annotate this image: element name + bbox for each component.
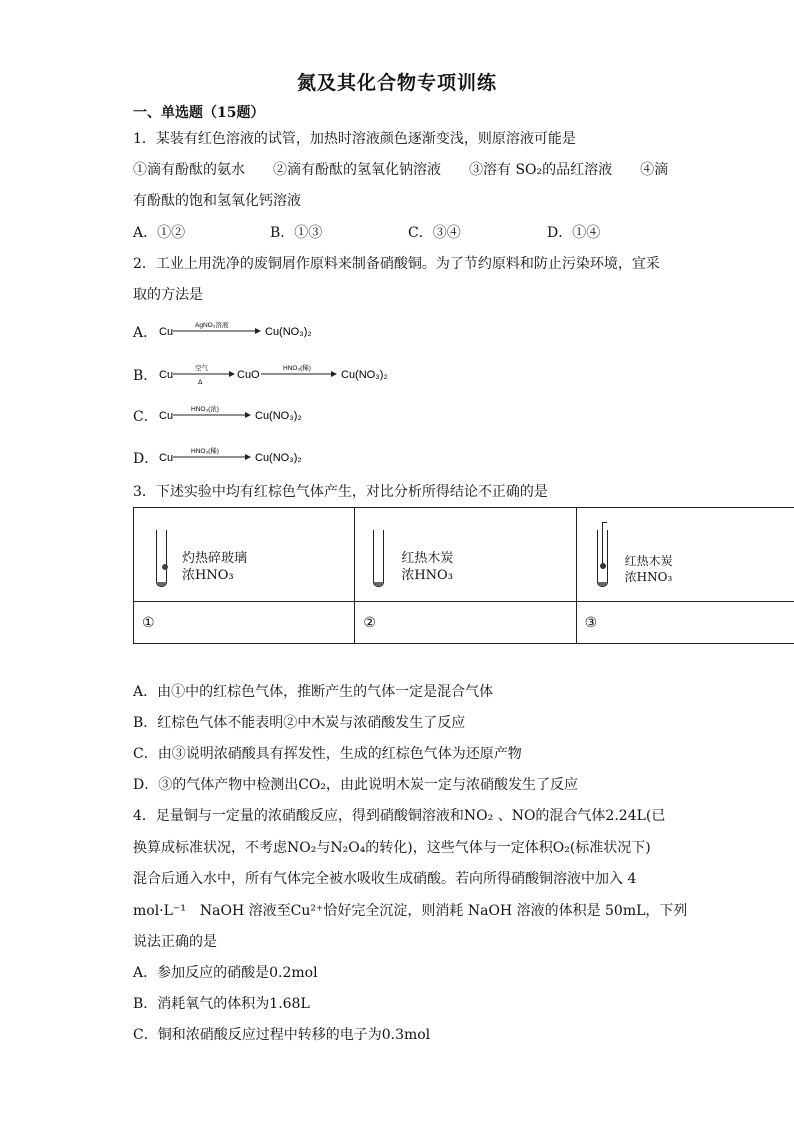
q4-stem-line4: mol·L⁻¹ NaOH 溶液至Cu²⁺恰好完全沉淀，则消耗 NaOH 溶液的体积是 50mL，下列 — [133, 903, 688, 919]
q1-option-c[interactable]: C．③④ — [408, 225, 461, 241]
q2-stem-cont: 取的方法是 — [133, 287, 203, 303]
arrow-head — [331, 371, 337, 377]
q4-option-b[interactable]: B．消耗氧气的体积为1.68L — [133, 996, 310, 1012]
q4-stem-line5: 说法正确的是 — [133, 934, 217, 950]
reactant: Cu — [159, 326, 174, 338]
option-label: C． — [133, 409, 158, 425]
glass-fragment-icon — [162, 564, 168, 570]
product: Cu(NO₃)₂ — [255, 452, 302, 464]
product: Cu(NO₃)₂ — [255, 410, 302, 422]
arrow-head — [245, 454, 251, 460]
arrow-head — [255, 328, 261, 334]
q1-option-d[interactable]: D．①④ — [547, 225, 601, 241]
charcoal-icon — [600, 563, 606, 569]
reaction-equation — [155, 361, 435, 387]
experiment-number-2: ② — [355, 602, 576, 644]
q4-option-c[interactable]: C．铜和浓硝酸反应过程中转移的电子为0.3mol — [133, 1027, 431, 1043]
q3-option-d[interactable]: D．③的气体产物中检测出CO₂，由此说明木炭一定与浓硝酸发生了反应 — [133, 777, 579, 793]
experiment-figure-2 — [355, 508, 576, 602]
q4-stem-line2: 换算成标准状况，不考虑NO₂与N₂O₄的转化)，这些气体与一定体积O₂(标准状况下) — [133, 840, 651, 856]
test-tube-icon — [156, 530, 167, 587]
reaction-condition: AgNO₃溶液 — [195, 322, 229, 329]
reactant: Cu — [159, 410, 174, 422]
q2-stem: 2．工业上用洗净的废铜屑作原料来制备硝酸铜。为了节约原料和防止污染环境，宜采 — [133, 256, 660, 272]
q3-stem: 3．下述实验中均有红棕色气体产生，对比分析所得结论不正确的是 — [133, 484, 548, 500]
option-label: D． — [133, 451, 159, 467]
reaction-condition: HNO₃(稀) — [191, 448, 219, 455]
experiment-number-3: ③ — [576, 602, 794, 644]
section-heading: 一、单选题（15题） — [133, 105, 265, 121]
product: Cu(NO₃)₂ — [265, 326, 312, 338]
reaction-condition: 空气 — [195, 365, 208, 372]
product: Cu(NO₃)₂ — [341, 369, 388, 381]
reaction-equation — [155, 318, 415, 344]
q4-option-a[interactable]: A．参加反应的硝酸是0.2mol — [133, 965, 318, 981]
figure-label: 灼热碎玻璃 — [182, 551, 248, 566]
figure-label: 红热木炭 — [624, 554, 673, 568]
reaction-equation — [155, 402, 355, 428]
q4-stem: 4．足量铜与一定量的浓硝酸反应，得到硝酸铜溶液和NO₂ 、NO的混合气体2.24L(已 — [133, 808, 666, 824]
option-label: B． — [133, 368, 158, 384]
test-tube-icon — [373, 530, 384, 587]
reactant: Cu — [159, 452, 174, 464]
reaction-equation — [155, 444, 355, 470]
reaction-condition: HNO₃(稀) — [283, 365, 311, 372]
figure-label-acid: 浓HNO₃ — [624, 570, 673, 584]
q3-option-b[interactable]: B．红棕色气体不能表明②中木炭与浓硝酸发生了反应 — [133, 715, 466, 731]
q3-option-c[interactable]: C．由③说明浓硝酸具有挥发性，生成的红棕色气体为还原产物 — [133, 746, 522, 762]
option-label: A． — [133, 325, 158, 341]
q1-option-b[interactable]: B．①③ — [270, 225, 323, 241]
experiment-number-1: ① — [134, 602, 355, 644]
q1-option-a[interactable]: A．①② — [133, 225, 186, 241]
q1-stem: 1．某装有红色溶液的试管，加热时溶液颜色逐渐变浅，则原溶液可能是 — [133, 131, 576, 147]
q3-option-a[interactable]: A．由①中的红棕色气体，推断产生的气体一定是混合气体 — [133, 684, 494, 700]
experiment-figure-3 — [576, 508, 794, 602]
reaction-condition: HNO₃(浓) — [191, 406, 219, 413]
experiment-figure-1 — [134, 508, 355, 602]
reaction-condition-heat: Δ — [198, 379, 203, 386]
arrow-head — [245, 412, 251, 418]
glass-rod-icon — [602, 522, 603, 564]
page-title: 氮及其化合物专项训练 — [296, 72, 497, 94]
q1-choices-line: ①滴有酚酞的氨水 ②滴有酚酞的氢氧化钠溶液 ③溶有 SO₂的品红溶液 ④滴 — [133, 162, 669, 178]
q4-stem-line3: 混合后通入水中，所有气体完全被水吸收生成硝酸。若向所得硝酸铜溶液中加入 4 — [133, 871, 637, 887]
experiment-table — [133, 507, 794, 644]
intermediate: CuO — [237, 369, 260, 381]
arrow-head — [229, 371, 235, 377]
figure-label: 红热木炭 — [401, 551, 454, 566]
figure-label-acid: 浓HNO₃ — [182, 568, 234, 583]
figure-label-acid: 浓HNO₃ — [401, 568, 453, 583]
rod-hook-icon — [602, 522, 607, 523]
q1-choices-line-cont: 有酚酞的饱和氢氧化钙溶液 — [133, 193, 301, 209]
reactant: Cu — [159, 369, 174, 381]
